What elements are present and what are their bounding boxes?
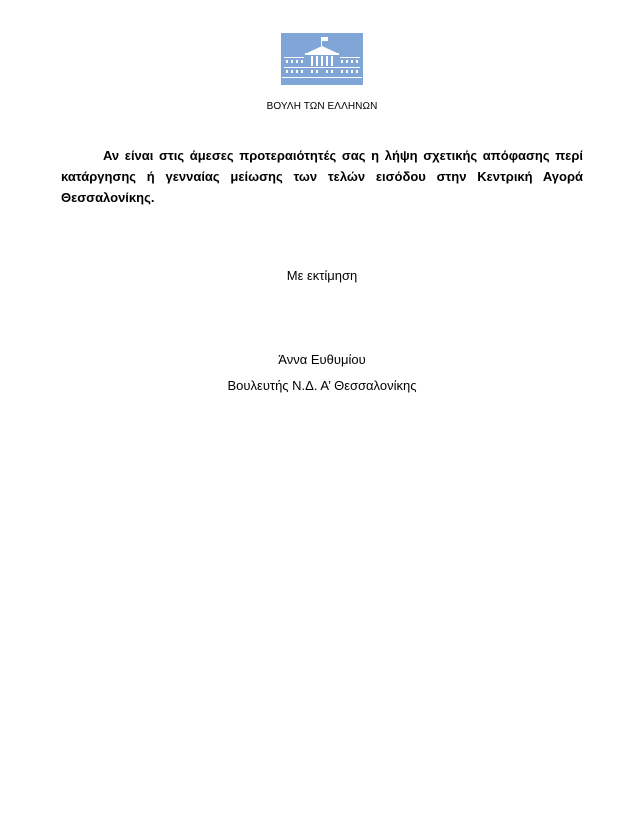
closing-salutation: Με εκτίμηση (286, 268, 358, 283)
signer-title: Βουλευτής Ν.Δ. Α’ Θεσσαλονίκης (227, 378, 417, 393)
parliament-name-heading: ΒΟΥΛΗ ΤΩΝ ΕΛΛΗΝΩΝ (266, 101, 378, 112)
signer-name: Άννα Ευθυμίου (278, 352, 366, 367)
question-paragraph: Αν είναι στις άμεσες προτεραιότητές σας η λήψη σχετικής απόφασης περί κατάργησης ή γενναίας μείωσης των τελών εισόδου στην Κεντρική Αγορά Θεσσαλονίκης. (61, 148, 583, 205)
parliament-logo-icon (281, 33, 363, 85)
